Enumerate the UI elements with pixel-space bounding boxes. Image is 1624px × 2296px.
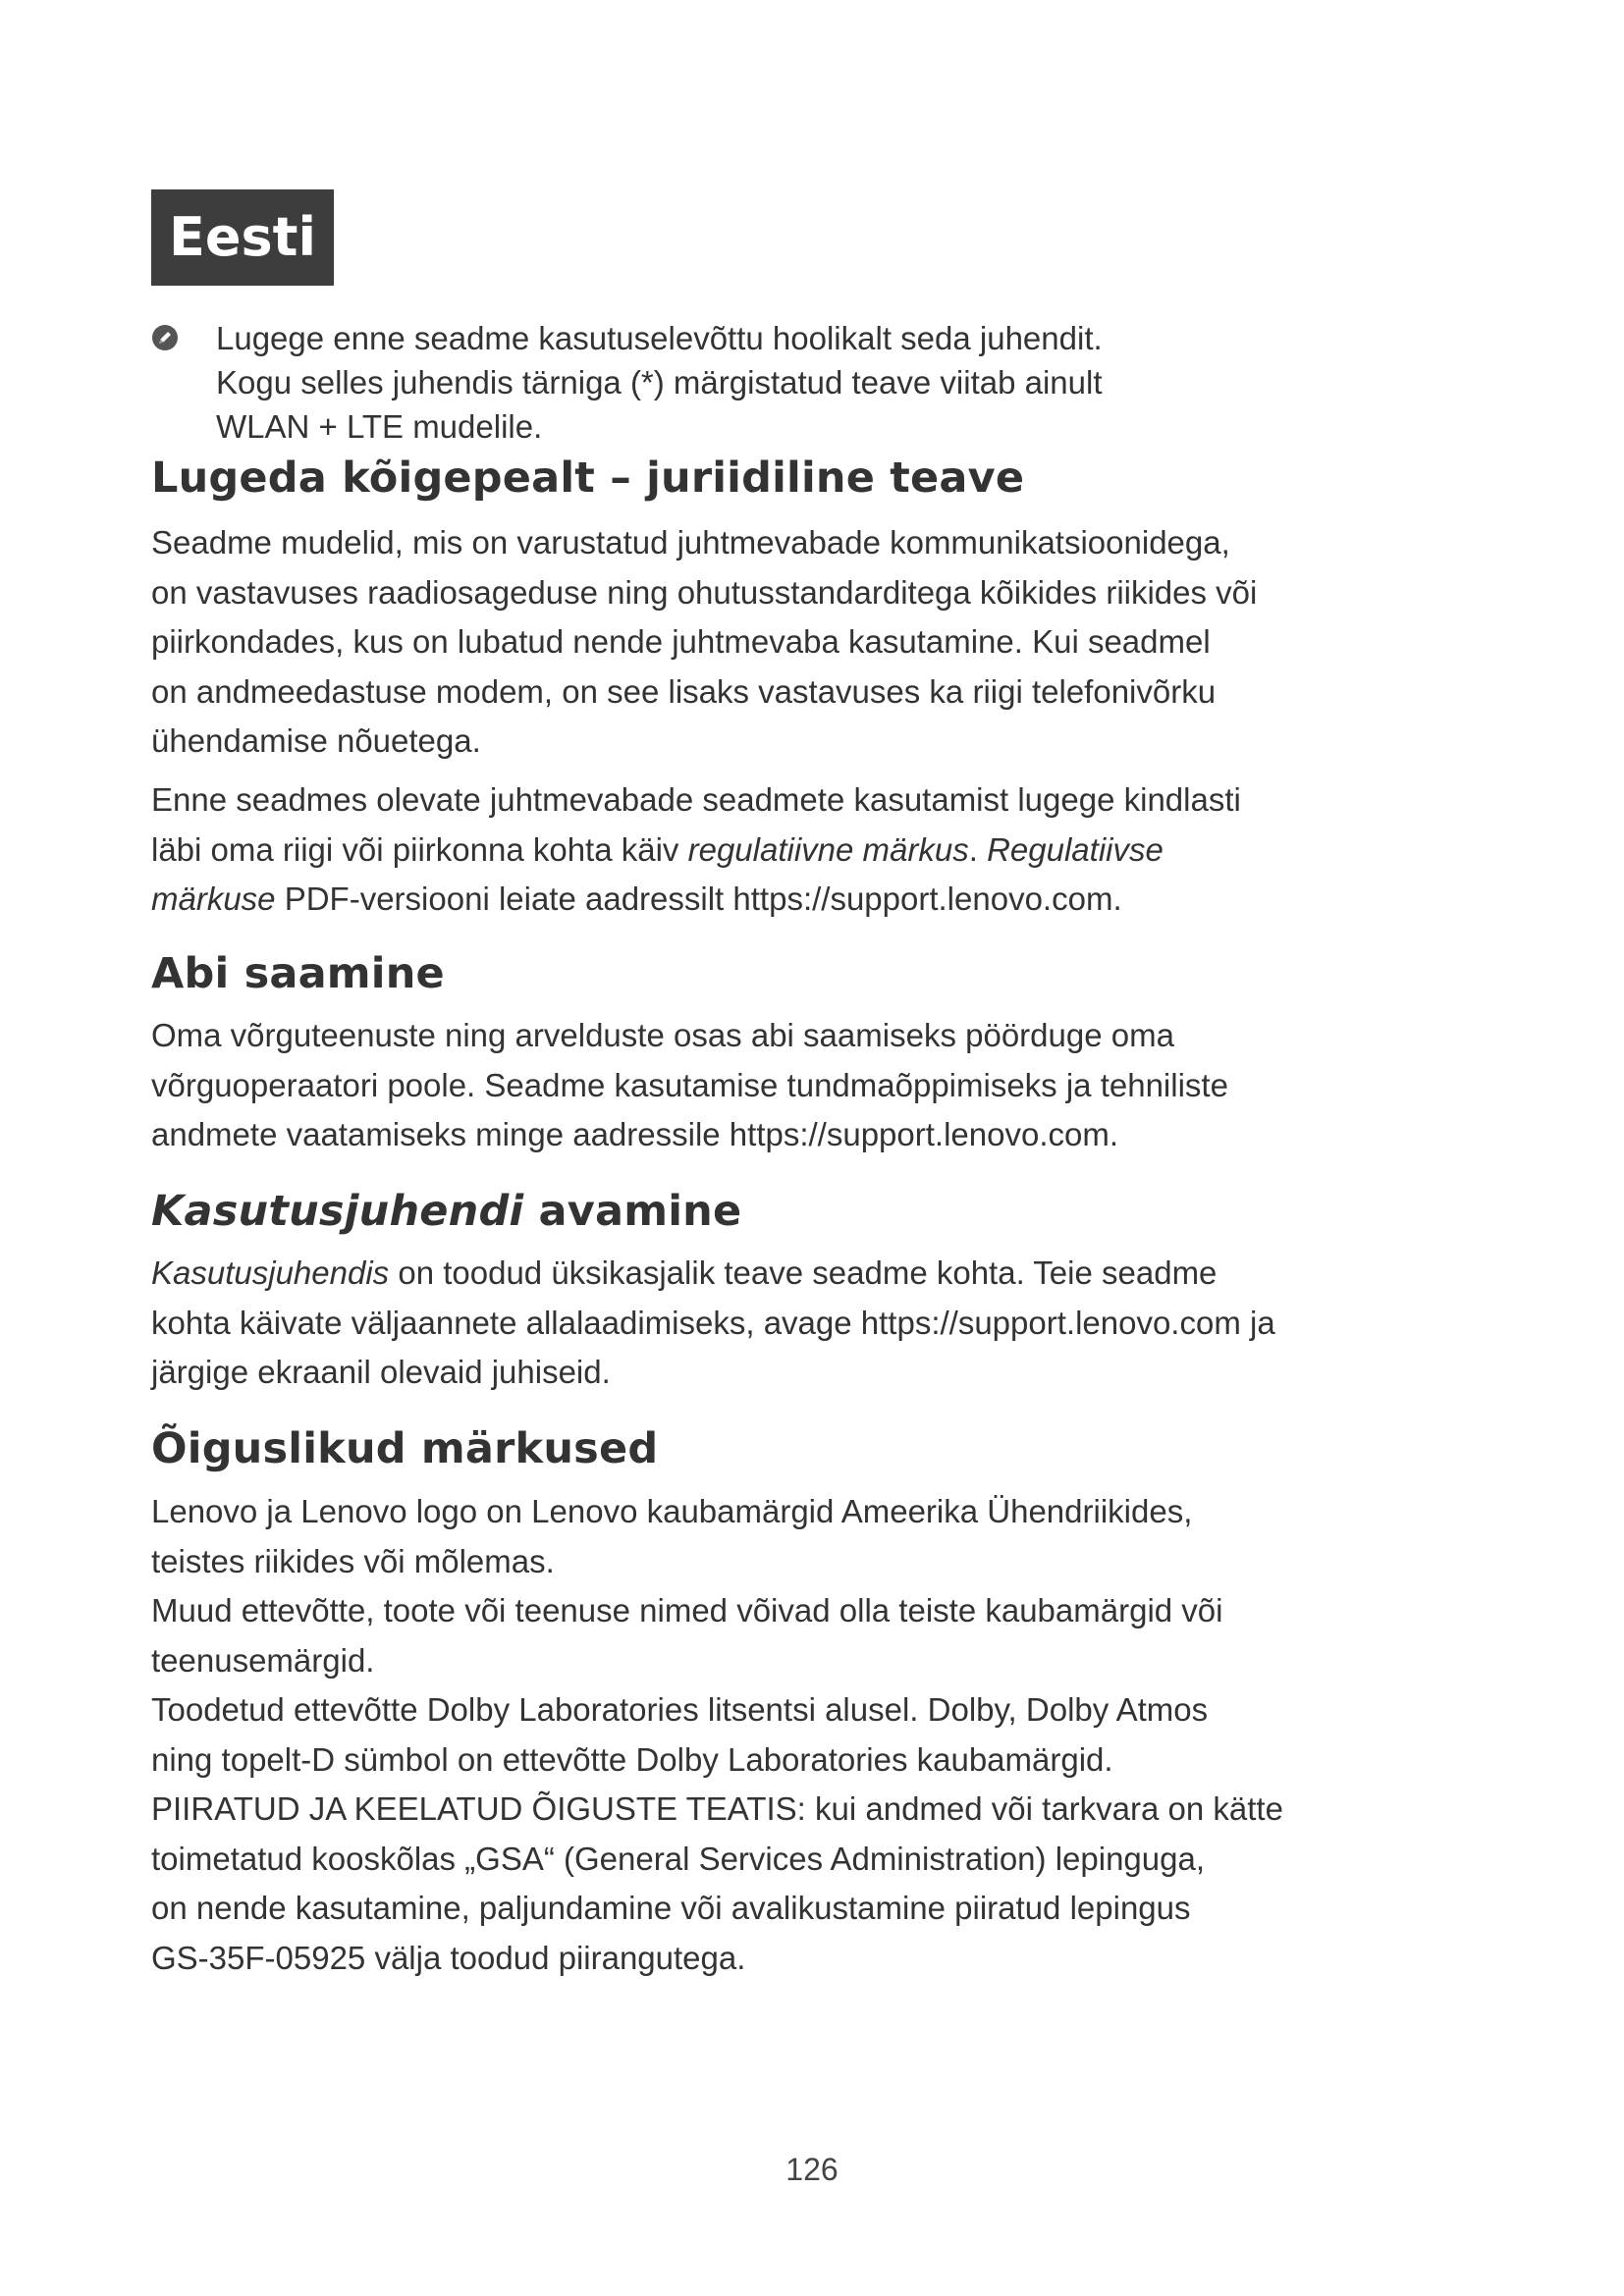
- user-guide-emphasis: Kasutusjuhendis: [151, 1255, 390, 1291]
- text-line: teistes riikides või mõlemas.: [151, 1542, 555, 1579]
- text-line: on nende kasutamine, paljundamine või avalikustamine piiratud lepingus: [151, 1890, 1191, 1926]
- note-line: Kogu selles juhendis tärniga (*) märgistatud teave viitab ainult: [216, 364, 1103, 400]
- text-line: Oma võrguteenuste ning arvelduste osas abi saamiseks pöörduge oma: [151, 1017, 1174, 1053]
- text-line: GS-35F-05925 välja toodud piirangutega.: [151, 1939, 746, 1976]
- text-line: toimetatud kooskõlas „GSA“ (General Services Administration) lepinguga,: [151, 1840, 1205, 1877]
- text-line: võrguoperaatori poole. Seadme kasutamise tundmaõppimiseks ja tehniliste: [151, 1066, 1228, 1103]
- heading-emphasis: Kasutusjuhendi: [151, 1187, 524, 1236]
- regulatory-notice-emphasis: märkuse: [151, 881, 276, 917]
- note-line: Lugege enne seadme kasutuselevõttu hoolikalt seda juhendit.: [216, 320, 1103, 356]
- text-line: Toodetud ettevõtte Dolby Laboratories litsentsi alusel. Dolby, Dolby Atmos: [151, 1691, 1209, 1728]
- text-line: [151, 875, 1241, 925]
- text-line: järgige ekraanil olevaid juhiseid.: [151, 1354, 611, 1390]
- text-run: läbi oma riigi või piirkonna kohta käiv: [151, 830, 688, 868]
- text-line: andmete vaatamiseks minge aadressile https://support.lenovo.com.: [151, 1116, 1119, 1152]
- text-line: Enne seadmes olevate juhtmevabade seadmete kasutamist lugege kindlasti: [151, 781, 1241, 818]
- heading-text: avamine: [523, 1187, 742, 1236]
- text-run: .: [968, 830, 988, 868]
- regulatory-notice-emphasis: Regulatiivse: [987, 830, 1164, 868]
- heading-user-guide: [151, 1187, 741, 1236]
- text-line: ühendamise nõuetega.: [151, 722, 481, 759]
- text-line: [151, 1249, 1275, 1299]
- note-text: [216, 316, 1103, 449]
- text-line: [151, 826, 1241, 876]
- text-line: PIIRATUD JA KEELATUD ÕIGUSTE TEATIS: kui andmed või tarkvara on kätte: [151, 1790, 1283, 1827]
- regulatory-notice-emphasis: regulatiivne märkus: [687, 830, 969, 868]
- text-line: teenusemärgid.: [151, 1641, 375, 1679]
- page-number: 126: [785, 2152, 839, 2187]
- text-run: on toodud üksikasjalik teave seadme kohta. Teie seadme: [389, 1255, 1218, 1291]
- note-line: WLAN + LTE mudelile.: [216, 408, 543, 445]
- text-line: on andmeedastuse modem, on see lisaks vastavuses ka riigi telefonivõrku: [151, 672, 1217, 710]
- text-line: Lenovo ja Lenovo logo on Lenovo kaubamärgid Ameerika Ühendriikides,: [151, 1493, 1193, 1529]
- language-tab: Eesti: [151, 189, 334, 286]
- text-line: on vastavuses raadiosageduse ning ohutusstandarditega kõikides riikides või: [151, 573, 1258, 611]
- text-run: PDF-versiooni leiate aadressilt https://support.lenovo.com.: [275, 881, 1122, 917]
- text-line: Seadme mudelid, mis on varustatud juhtmevabade kommunikatsioonidega,: [151, 524, 1230, 561]
- text-line: kohta käivate väljaannete allalaadimiseks, avage https://support.lenovo.com ja: [151, 1304, 1275, 1341]
- text-line: piirkondades, kus on lubatud nende juhtmevaba kasutamine. Kui seadmel: [151, 623, 1211, 660]
- notices-paragraph: [151, 1487, 1283, 1983]
- text-line: Muud ettevõtte, toote või teenuse nimed võivad olla teiste kaubamärgid või: [151, 1592, 1223, 1629]
- heading-legal-notices: Õiguslikud märkused: [151, 1424, 659, 1473]
- text-line: ning topelt-D sümbol on ettevõtte Dolby Laboratories kaubamärgid.: [151, 1740, 1113, 1778]
- guide-paragraph: [151, 1249, 1275, 1398]
- heading-legal: Lugeda kõigepealt – juriidiline teave: [151, 454, 1025, 503]
- help-paragraph: [151, 1011, 1228, 1160]
- legal-paragraph-2: [151, 775, 1241, 925]
- heading-help: Abi saamine: [151, 949, 445, 998]
- pencil-icon: [151, 324, 179, 351]
- legal-paragraph-1: [151, 518, 1257, 767]
